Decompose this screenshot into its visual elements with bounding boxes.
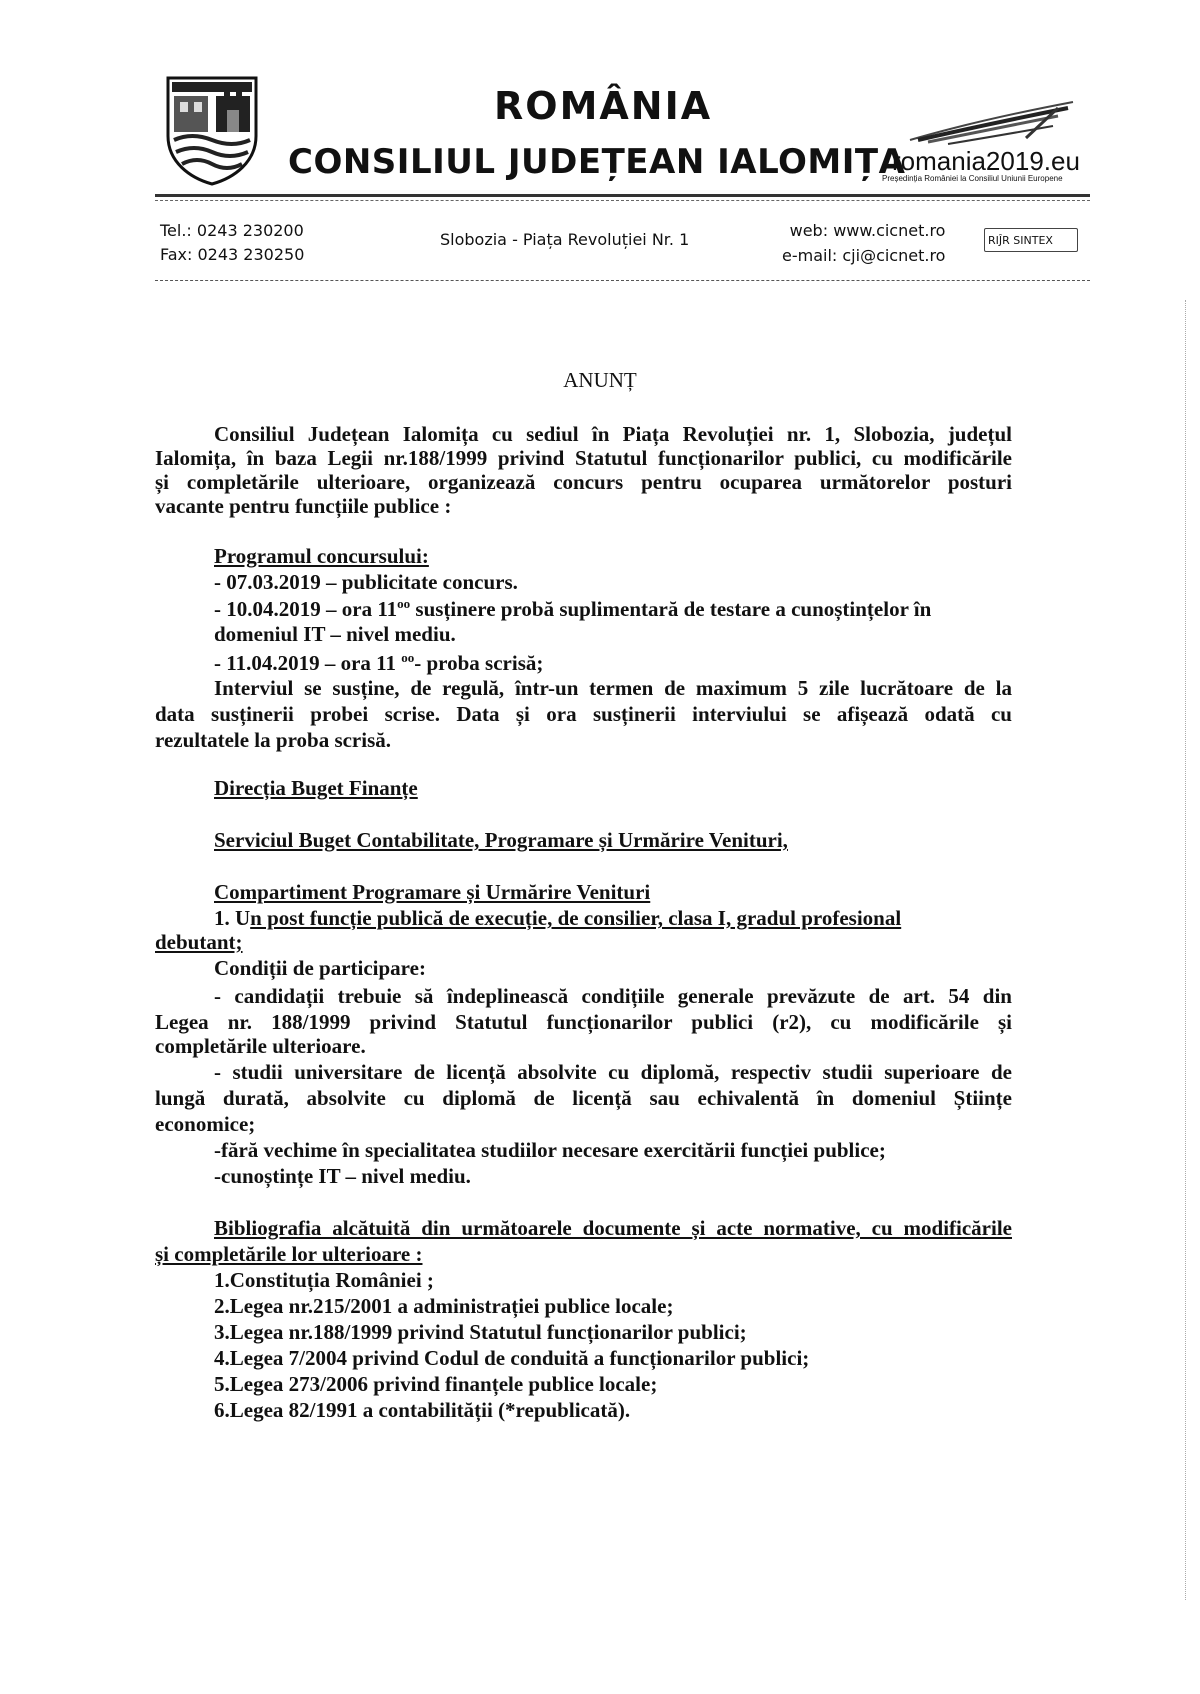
letterhead-council-name: CONSILIUL JUDEȚEAN IALOMIȚA [288, 142, 906, 182]
letterhead-country: ROMÂNIA [494, 84, 713, 128]
condition-line: - candidații trebuie să îndeplinească condițiile generale prevăzute de art. 54 din [214, 984, 1012, 1008]
email-address: e-mail: cji@cicnet.ro [782, 246, 946, 265]
condition-line: -fără vechime în specialitatea studiilor necesare exercitării funcției publice; [214, 1138, 886, 1162]
certification-label: RIĴR SINTEX [984, 228, 1078, 252]
post-description: 1. Un post funcție publică de execuție, de consilier, clasa I, gradul profesional [214, 906, 902, 930]
intro-line: vacante pentru funcțiile publice : [155, 494, 452, 518]
header-divider [155, 194, 1090, 197]
contact-divider [155, 280, 1090, 281]
bibliography-item: 4.Legea 7/2004 privind Codul de conduită a funcționarilor publici; [214, 1346, 810, 1370]
intro-line: Ialomița, în baza Legii nr.188/1999 privind Statutul funcționarilor publici, cu modificările [155, 446, 1012, 470]
conditions-heading: Condiții de participare: [214, 956, 426, 980]
header-divider-dashed [155, 200, 1090, 201]
condition-line: lungă durată, absolvite cu diplomă de licență sau echivalentă în domeniul Științe [155, 1086, 1012, 1110]
condition-line: -cunoștințe IT – nivel mediu. [214, 1164, 471, 1188]
program-heading: Programul concursului: [214, 544, 429, 568]
intro-line: și completările ulterioare, organizează concurs pentru ocuparea următorelor posturi [155, 470, 1012, 494]
service-heading: Serviciul Buget Contabilitate, Programare și Urmărire Venituri, [214, 828, 788, 852]
contact-address: Slobozia - Piața Revoluției Nr. 1 [440, 230, 690, 249]
condition-line: economice; [155, 1112, 256, 1136]
program-item: - 10.04.2019 – ora $11^{oo}$ susținere probă suplimentară de testare a cunoștințelor în [214, 596, 932, 621]
fax-number: Fax: 0243 230250 [160, 245, 305, 264]
interview-line: rezultatele la proba scrisă. [155, 728, 392, 752]
phone-number: Tel.: 0243 230200 [160, 221, 304, 240]
program-item: - 11.04.2019 – ora 11 $^{oo}$- proba scrisă; [214, 650, 544, 675]
website: web: www.cicnet.ro [789, 221, 946, 240]
romania2019-subtitle: Președinția României la Consiliul Uniunii Europene [882, 174, 1063, 183]
condition-line: completările ulterioare. [155, 1034, 366, 1058]
intro-line: Consiliul Județean Ialomița cu sediul în Piața Revoluției nr. 1, Slobozia, județul [214, 422, 1012, 446]
romania2019-site: romania2019.eu [892, 146, 1080, 176]
document-title: ANUNȚ [563, 368, 637, 392]
interview-line: Interviul se susține, de regulă, într-un termen de maximum 5 zile lucrătoare de la [214, 676, 1012, 700]
bibliography-item: 3.Legea nr.188/1999 privind Statutul funcționarilor publici; [214, 1320, 747, 1344]
scan-edge-line [1185, 300, 1186, 1600]
bibliography-heading-continued: și completările lor ulterioare : [155, 1242, 423, 1266]
condition-line: Legea nr. 188/1999 privind Statutul funcționarilor publici (r2), cu modificările și [155, 1010, 1012, 1034]
post-description-continued: debutant; [155, 930, 243, 954]
bibliography-item: 5.Legea 273/2006 privind finanțele publice locale; [214, 1372, 658, 1396]
contact-online [782, 218, 945, 268]
interview-line: data susținerii probei scrise. Data și ora susținerii interviului se afișează odată cu [155, 702, 1012, 726]
bibliography-item: 6.Legea 82/1991 a contabilității (*republicată). [214, 1398, 631, 1422]
bibliography-heading: Bibliografia alcătuită din următoarele documente și acte normative, cu modificările [214, 1216, 1012, 1240]
compartment-heading: Compartiment Programare și Urmărire Venituri [214, 880, 651, 904]
romania2019-swoosh-icon [908, 100, 1078, 146]
program-item-continued: domeniul IT – nivel mediu. [214, 622, 456, 646]
certification-badge [984, 216, 1082, 278]
contact-phones [160, 219, 304, 267]
bibliography-item: 2.Legea nr.215/2001 a administrației publice locale; [214, 1294, 674, 1318]
bibliography-item: 1.Constituția României ; [214, 1268, 434, 1292]
program-item: - 07.03.2019 – publicitate concurs. [214, 570, 518, 594]
direction-heading: Direcția Buget Finanțe [214, 776, 418, 800]
ialomita-coat-of-arms-icon [164, 74, 260, 186]
condition-line: - studii universitare de licență absolvite cu diplomă, respectiv studii superioare de [214, 1060, 1012, 1084]
